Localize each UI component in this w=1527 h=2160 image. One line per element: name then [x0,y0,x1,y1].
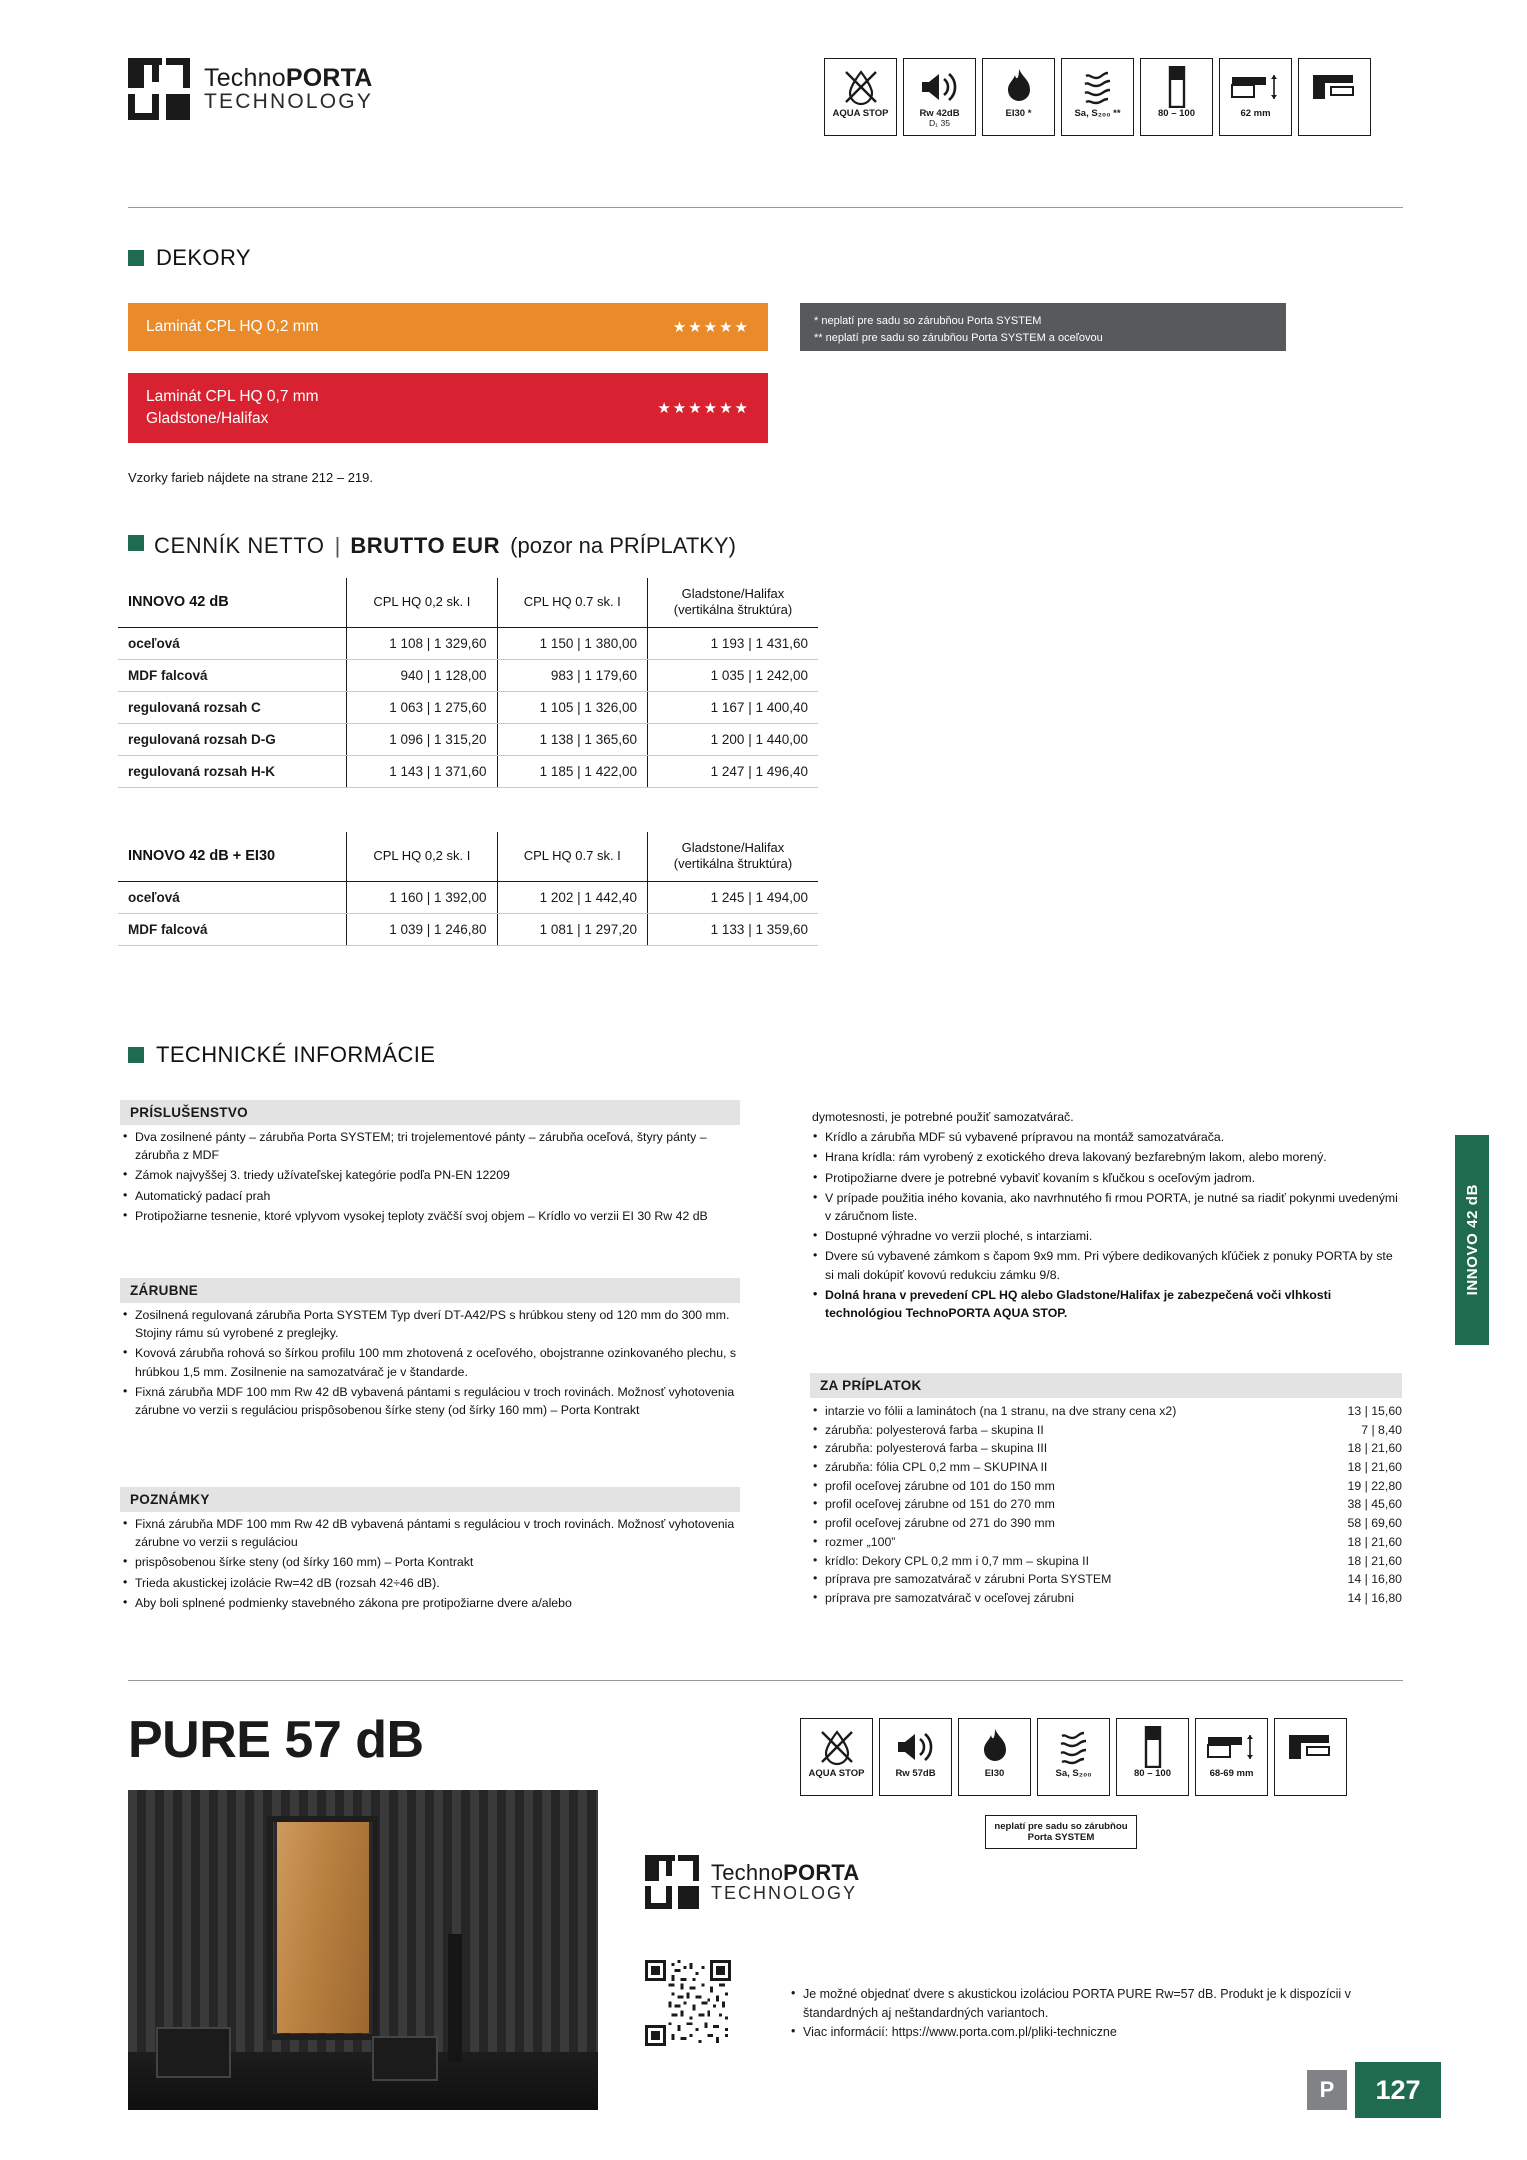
row-label: regulovaná rozsah H-K [118,755,347,787]
pictogram-profile [1298,58,1371,136]
col-header-product: INNOVO 42 dB + EI30 [118,832,347,881]
surcharge-row [812,1495,1402,1514]
technoporta-logo-icon [645,1855,699,1909]
col-header-gladstone [647,832,818,881]
list-item: • Je možné objednať dvere s akustickou izoláciou PORTA PURE Rw=57 dB. Produkt je k dispozícii v štandardných aj neštandardných variantoch. [790,1985,1360,2023]
brand-name-part2: PORTA [285,63,373,92]
list-item: • Krídlo a zárubňa MDF sú vybavené prípravou na montáž samozatvárača. [812,1128,1402,1146]
list-item: • Viac informácií: https://www.porta.com.pl/pliki-techniczne [790,2023,1360,2042]
cell-price: 1 105 | 1 326,00 [497,691,647,723]
aqua-stop-icon [817,1725,857,1769]
brand-logo-secondary [645,1855,860,1909]
frame-profile-icon [1309,65,1361,109]
brand-subtitle: TECHNOLOGY [204,90,374,114]
pure-bullets [790,1985,1360,2041]
pictogram-fire [982,58,1055,136]
tech-heading-text: TECHNICKÉ INFORMÁCIE [156,1042,436,1067]
flame-icon [1002,65,1036,109]
price-heading-separator: | [334,533,341,558]
brand-name-part1: Techno [711,1860,784,1885]
surcharge-row [812,1458,1402,1477]
table-row [118,659,818,691]
cell-price: 1 081 | 1 297,20 [497,913,647,945]
price-section-heading [128,533,736,559]
frame-profile-icon [1285,1725,1337,1769]
dekor-row-cpl-07 [128,373,768,443]
pictogram-smoke [1061,58,1134,136]
surcharge-label: • príprava pre samozatvárač v oceľovej zárubni [825,1590,1074,1605]
surcharge-price: 7 | 8,40 [1361,1422,1402,1437]
row-label: oceľová [118,627,347,659]
smoke-icon [1054,1725,1094,1769]
surcharge-row [812,1570,1402,1589]
pictogram-caption: EI30 * [1005,108,1032,119]
speaker-right [372,2036,438,2081]
dekory-section-heading [128,245,251,271]
pictogram-caption: EI30 [984,1768,1005,1779]
brand-logo [128,58,373,120]
surcharge-label: • intarzie vo fólii a laminátoch (na 1 stranu, na dve strany cena x2) [825,1404,1177,1418]
pictogram-aqua-stop [800,1718,873,1796]
cell-price: 1 035 | 1 242,00 [647,659,818,691]
col-header-gladstone-line2: (vertikálna štruktúra) [673,856,793,872]
col-header-product: INNOVO 42 dB [118,578,347,627]
list-item: • Dostupné výhradne vo verzii ploché, s intarziami. [812,1227,1402,1245]
col-header-cpl02: CPL HQ 0,2 sk. I [347,578,497,627]
mic-stand [448,1934,462,2062]
cell-price: 1 200 | 1 440,00 [647,723,818,755]
cell-price: 1 160 | 1 392,00 [347,881,497,913]
pictogram-caption: AQUA STOP [808,1768,865,1779]
table-row [118,723,818,755]
list-item-highlight: • Dolná hrana v prevedení CPL HQ alebo Gladstone/Halifax je zabezpečená voči vlhkosti technológiou TechnoPORTA AQUA STOP. [812,1286,1402,1322]
surcharge-row [812,1533,1402,1552]
table-header-row [118,832,818,881]
surcharge-row [812,1589,1402,1608]
dekor-rating-stars: ★★★★★ [672,319,750,336]
surcharge-heading: ZA PRÍPLATOK [810,1373,1402,1398]
list-item: • V prípade použitia iného kovania, ako navrhnutého fi rmou PORTA, je nutné sa riadiť pokynmi uvedenými v záručnom liste. [812,1189,1402,1225]
surcharge-label: • profil oceľovej zárubne od 101 do 150 mm [825,1478,1055,1493]
frames-heading: ZÁRUBNE [120,1278,740,1303]
qr-code[interactable] [645,1960,731,2046]
pictogram-acoustic [903,58,976,136]
surcharge-list [812,1402,1402,1608]
pictogram-caption: 80 – 100 [1158,108,1195,119]
surcharge-price: 19 | 22,80 [1347,1478,1402,1493]
pictogram-acoustic [879,1718,952,1796]
list-item: • Protipožiarne tesnenie, ktoré vplyvom vysokej teploty zväčší svoj objem – Krídlo vo verzii EI 30 Rw 42 dB [122,1207,747,1225]
pictogram-caption: 68-69 mm [1209,1768,1254,1779]
cell-price: 1 247 | 1 496,40 [647,755,818,787]
wooden-door [274,1822,373,2033]
brand-subtitle: TECHNOLOGY [711,1883,858,1904]
pictogram-fire [958,1718,1031,1796]
price-table-innovo42-ei30 [118,832,818,946]
color-samples-note: Vzorky farieb nájdete na strane 212 – 219. [128,470,373,485]
surcharge-row [812,1552,1402,1571]
pure-section-title: PURE 57 dB [128,1711,424,1769]
dekor-label: Laminát CPL HQ 0,2 mm [146,317,319,335]
pictogram-thickness [1195,1718,1268,1796]
cell-price: 1 193 | 1 431,60 [647,627,818,659]
footnote-line-1: * neplatí pre sadu so zárubňou Porta SYSTEM [814,315,1042,327]
aqua-stop-icon [841,65,881,109]
accessories-list [122,1128,747,1227]
side-tab-innovo42 [1455,1135,1489,1345]
col-header-gladstone-line1: Gladstone/Halifax [681,840,785,855]
notes-heading: POZNÁMKY [120,1487,740,1512]
tech-right-column [812,1108,1402,1324]
pictogram-width [1140,58,1213,136]
cell-price: 1 245 | 1 494,00 [647,881,818,913]
smoke-icon [1078,65,1118,109]
pictogram-caption: Sa, S₂₀₀ ** [1074,108,1121,119]
pictogram-smoke [1037,1718,1110,1796]
dekor-row-cpl-02 [128,303,768,351]
table-row [118,913,818,945]
table-header-row [118,578,818,627]
surcharge-price: 38 | 45,60 [1347,1497,1402,1512]
door-leaf-icon [1165,65,1189,109]
surcharge-row [812,1421,1402,1440]
section-bullet-icon [128,250,144,266]
pictogram-caption: 62 mm [1240,108,1271,119]
list-item: • Aby boli splnené podmienky stavebného zákona pre protipožiarne dvere a/alebo [122,1594,747,1612]
brand-name-part1: Techno [204,63,286,92]
surcharge-row [812,1402,1402,1421]
price-heading-suffix: (pozor na PRÍPLATKY) [510,533,736,558]
cell-price: 1 138 | 1 365,60 [497,723,647,755]
list-item: • Hrana krídla: rám vyrobený z exotického dreva lakovaný bezfarebným lakom, alebo morený. [812,1148,1402,1166]
col-header-gladstone-line1: Gladstone/Halifax [681,586,785,601]
list-item: • Trieda akustickej izolácie Rw=42 dB (rozsah 42÷46 dB). [122,1574,747,1592]
list-item: • Kovová zárubňa rohová so šírkou profilu 100 mm zhotovená z oceľového, obojstranne ozinkovaného plechu, s hrúbkou 1,5 mm. Zosilnenie na samozatvárač je v štandarde. [122,1344,747,1380]
cell-price: 1 202 | 1 442,40 [497,881,647,913]
col-header-cpl02: CPL HQ 0,2 sk. I [347,832,497,881]
header-divider [128,207,1403,208]
row-label: MDF falcová [118,913,347,945]
pictogram-caption: Rw 42dB [919,108,960,119]
cell-price: 1 133 | 1 359,60 [647,913,818,945]
surcharge-price: 13 | 15,60 [1347,1404,1402,1418]
surcharge-label: • profil oceľovej zárubne od 271 do 390 mm [825,1516,1055,1531]
dekor-rating-stars: ★★★★★★ [657,400,750,417]
col-header-gladstone-line2: (vertikálna štruktúra) [673,602,793,618]
surcharge-label: • rozmer „100” [825,1534,896,1549]
dekory-footnote-box [800,303,1286,351]
product-photo [128,1790,598,2110]
pictogram-profile [1274,1718,1347,1796]
row-label: regulovaná rozsah D-G [118,723,347,755]
cell-price: 1 185 | 1 422,00 [497,755,647,787]
price-heading-netto: CENNÍK NETTO [154,533,325,558]
surcharge-price: 14 | 16,80 [1347,1572,1402,1587]
pictogram-width [1116,1718,1189,1796]
cell-price: 1 143 | 1 371,60 [347,755,497,787]
notes-list [122,1515,747,1614]
list-item: • prispôsobenou šírke steny (od šírky 160 mm) – Porta Kontrakt [122,1553,747,1571]
list-item: • Zámok najvyššej 3. triedy užívateľskej kategórie podľa PN-EN 12209 [122,1166,747,1184]
section-bullet-icon [128,535,144,551]
footer-porta-mark: P [1307,2070,1347,2110]
pictogram-aqua-stop [824,58,897,136]
acoustic-speaker-icon [918,65,962,109]
surcharge-row [812,1514,1402,1533]
pictogram-caption: Sa, S₂₀₀ [1055,1768,1092,1779]
pure-pictogram-strip [800,1718,1347,1796]
door-leaf-icon [1141,1725,1165,1769]
surcharge-price: 18 | 21,60 [1347,1553,1402,1568]
col-header-gladstone [647,578,818,627]
list-item-continuation: dymotesnosti, je potrebné použiť samozatvárač. [812,1110,1074,1124]
list-item: • Dvere sú vybavené zámkom s čapom 9x9 mm. Pri výbere dedikovaných kľúčiek z ponuky PORTA by ste si mali dokúpiť kovovú redukciu zámku 9/8. [812,1247,1402,1283]
cell-price: 1 167 | 1 400,40 [647,691,818,723]
cell-price: 1 063 | 1 275,60 [347,691,497,723]
side-tab-label: INNOVO 42 dB [1463,1184,1481,1296]
surcharge-price: 14 | 16,80 [1347,1590,1402,1605]
surcharge-price: 18 | 21,60 [1347,1460,1402,1475]
pictogram-caption: Rw 57dB [895,1768,936,1779]
surcharge-price: 18 | 21,60 [1347,1534,1402,1549]
surcharge-price: 18 | 21,60 [1347,1441,1402,1456]
table-row [118,755,818,787]
cell-price: 940 | 1 128,00 [347,659,497,691]
pictogram-caption: AQUA STOP [832,108,889,119]
list-item: • Fixná zárubňa MDF 100 mm Rw 42 dB vybavená pántami s reguláciou v troch rovinách. Možnosť vyhotovenia zárubne vo verzii s reguláciou prispôsobenou šírke steny (od šírky 160 mm) – Porta Kontrakt [122,1383,747,1419]
price-table-innovo42 [118,578,818,788]
section-bullet-icon [128,1047,144,1063]
section-divider [128,1680,1403,1681]
pictogram-subcaption: D₁ 35 [928,117,951,128]
pictogram-caption: 80 – 100 [1134,1768,1171,1779]
surcharge-label: • profil oceľovej zárubne od 151 do 270 mm [825,1497,1055,1512]
dekor-label-line1: Laminát CPL HQ 0,7 mm [146,387,319,405]
surcharge-label: • zárubňa: fólia CPL 0,2 mm – SKUPINA II [825,1460,1048,1475]
table-row [118,627,818,659]
table-row [118,881,818,913]
cell-price: 1 039 | 1 246,80 [347,913,497,945]
page-number: 127 [1355,2062,1441,2118]
row-label: oceľová [118,881,347,913]
speaker-left [156,2027,231,2078]
table-row [118,691,818,723]
footnote-line-2: ** neplatí pre sadu so zárubňou Porta SYSTEM a oceľovou [814,332,1103,345]
list-item: • Zosilnená regulovaná zárubňa Porta SYSTEM Typ dverí DT-A42/PS s hrúbkou steny od 120 mm do 300 mm. Stojiny rámu sú vyrobené z preglejky. [122,1306,747,1342]
pure-footnote-box: neplatí pre sadu so zárubňou Porta SYSTEM [985,1815,1137,1849]
dekor-label-line2: Gladstone/Halifax [146,410,269,427]
surcharge-label: • krídlo: Dekory CPL 0,2 mm i 0,7 mm – skupina II [825,1553,1090,1568]
list-item: • Protipožiarne dvere je potrebné vybaviť kovaním s kľučkou s oceľovým jadrom. [812,1169,1402,1187]
frame-section-icon [1206,1725,1258,1769]
list-item: • Fixná zárubňa MDF 100 mm Rw 42 dB vybavená pántami s reguláciou v troch rovinách. Možnosť vyhotovenia zárubne vo verzii s reguláciou [122,1515,747,1551]
row-label: regulovaná rozsah C [118,691,347,723]
pictogram-thickness [1219,58,1292,136]
cell-price: 1 150 | 1 380,00 [497,627,647,659]
frame-section-icon [1230,65,1282,109]
dekor-label [146,386,319,431]
surcharge-label: • zárubňa: polyesterová farba – skupina II [825,1422,1044,1437]
dekory-heading-text: DEKORY [156,245,251,270]
list-item: • Automatický padací prah [122,1187,747,1205]
surcharge-label: • príprava pre samozatvárač v zárubni Porta SYSTEM [825,1572,1112,1587]
acoustic-speaker-icon [894,1725,938,1769]
brand-name-part2: PORTA [783,1860,860,1885]
cell-price: 983 | 1 179,60 [497,659,647,691]
surcharge-label: • zárubňa: polyesterová farba – skupina III [825,1441,1048,1456]
technoporta-logo-icon [128,58,190,120]
header-pictogram-strip [824,58,1371,136]
accessories-heading: PRÍSLUŠENSTVO [120,1100,740,1125]
price-heading-brutto: BRUTTO EUR [350,533,501,558]
tech-section-heading [128,1042,435,1068]
surcharge-row [812,1477,1402,1496]
col-header-cpl07: CPL HQ 0.7 sk. I [497,578,647,627]
frames-list [122,1306,747,1421]
list-item: • Dva zosilnené pánty – zárubňa Porta SYSTEM; tri trojelementové pánty – zárubňa oceľová, štyry pánty – zárubňa z MDF [122,1128,747,1164]
col-header-cpl07: CPL HQ 0.7 sk. I [497,832,647,881]
flame-icon [978,1725,1012,1769]
cell-price: 1 108 | 1 329,60 [347,627,497,659]
surcharge-price: 58 | 69,60 [1347,1516,1402,1531]
row-label: MDF falcová [118,659,347,691]
cell-price: 1 096 | 1 315,20 [347,723,497,755]
surcharge-row [812,1439,1402,1458]
